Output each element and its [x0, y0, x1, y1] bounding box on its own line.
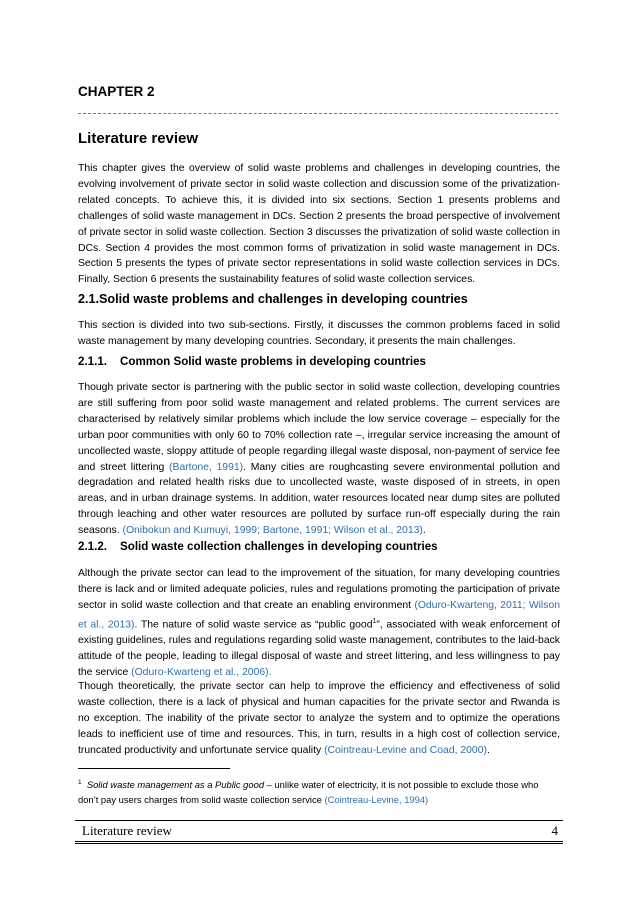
section-2-1-heading: 2.1.Solid waste problems and challenges in developing countries — [78, 292, 468, 306]
footnote-term: Solid waste management as a Public good — [86, 779, 265, 791]
citation-link[interactable]: (Onibokun and Kumuyi, 1999; Bartone, 1991; Wilson et al., 2013) — [122, 525, 423, 537]
footnote-divider — [78, 768, 230, 769]
body-text: Although the private sector can lead to the improvement of the situation, for many developing countries there is lack and or limited adequate policies, rules and regulations promoting the participation of private sector in solid waste collection and that create an enabling environment — [78, 568, 560, 611]
footer-divider — [75, 820, 563, 821]
chapter-label: CHAPTER 2 — [78, 84, 155, 99]
footer-double-rule — [75, 841, 563, 844]
section-2-1-2-paragraph-1 — [78, 566, 560, 681]
section-number: 2.1.1. — [78, 355, 108, 368]
body-text: . — [486, 744, 490, 756]
body-text: Though theoretically, the private sector can help to improve the efficiency and effectiveness of solid waste collection, there is a lack of physical and human capacities for the private sector and Rwanda is no exception. The inability of the private sector to analyze the system and to optimize the operations leads to inefficient use of time and resources. This, in turn, results in a high cost of collection service, truncated productivity and unfortunate service quality — [78, 681, 560, 756]
body-text: . — [422, 525, 426, 537]
section-2-1-2-paragraph-2 — [78, 679, 560, 759]
citation-link[interactable]: (Cointreau-Levine, 1994) — [324, 794, 429, 806]
citation-link[interactable]: (Oduro-Kwarteng, 2011; Wilson et al., 2013) — [78, 599, 560, 631]
citation-link[interactable]: (Bartone, 1991) — [169, 461, 244, 473]
body-text: Though private sector is partnering with the public sector in solid waste collection, developing countries are still suffering from poor solid waste management and related problems. The current services are characterised by relatively similar problems which include the low service coverage – especially for the urban poor communities with only 60 to 70% collection rate –, irregular service increasing the amount of uncollected waste, sloppy attitude of people regarding illegal waste disposal, non-payment of service fee and street littering — [78, 382, 560, 473]
citation-link[interactable]: (Cointreau-Levine and Coad, 2000) — [324, 744, 487, 756]
section-2-1-2-heading — [78, 540, 438, 553]
section-2-1-paragraph: This section is divided into two sub-sections. Firstly, it discusses the common problems faced in solid waste management by many developing countries. Secondary, it presents the main challenges. — [78, 320, 560, 347]
footnote-text: – unlike water of electricity, it is not possible to exclude those who don’t pay users charges from solid waste collection service — [78, 779, 539, 806]
section-number: 2.1.2. — [78, 540, 108, 553]
section-2-1-1-paragraph — [78, 380, 560, 539]
page-title: Literature review — [78, 130, 199, 147]
footnote-mark: 1 — [78, 779, 82, 786]
section-2-1-1-heading — [78, 355, 426, 368]
citation-link[interactable]: (Oduro-Kwarteng et al., 2006). — [131, 666, 272, 678]
footer-title: Literature review — [82, 823, 172, 838]
section-title: Common Solid waste problems in developing countries — [120, 355, 426, 368]
body-text: . The nature of solid waste service as “public good — [134, 619, 373, 631]
body-text: ”, associated with weak enforcement of existing guidelines, rules and regulations regarding solid waste management, contributes to the laid-back attitude of the people, leading to illegal disposal of waste and street littering, and less willingness to pay the service — [78, 619, 560, 678]
section-title: Solid waste collection challenges in developing countries — [120, 540, 438, 553]
chapter-divider — [78, 113, 558, 114]
body-text: . Many cities are roughcasting severe environmental pollution and degradation and related health risks due to uncollected waste, waste disposed of in streets, in open areas, and in urban drainage systems. In addition, water resources located near dump sites are polluted through leaching and other water resources are polluted by surface run-off especially during the rain seasons. — [78, 461, 561, 537]
page-number: 4 — [551, 823, 558, 838]
footnote-reference[interactable]: 1 — [372, 617, 377, 625]
footnote — [78, 775, 560, 807]
intro-paragraph: This chapter gives the overview of solid waste problems and challenges in developing countries, the evolving involvement of private sector in solid waste collection and discussion some of the privatization-related concepts. To achieve this, it is divided into six sections. Section 1 presents problems and challenges of solid waste management in DCs. Section 2 presents the broad perspective of involvement of private sector in solid waste collection. Section 3 discusses the privatization of solid waste collection in DCs. Section 4 provides the most common forms of privatization in solid waste management in DCs. Section 5 presents the types of private sector representations in solid waste collection services in DCs. Finally, Section 6 presents the sustainability features of solid waste collection services. — [78, 163, 560, 286]
